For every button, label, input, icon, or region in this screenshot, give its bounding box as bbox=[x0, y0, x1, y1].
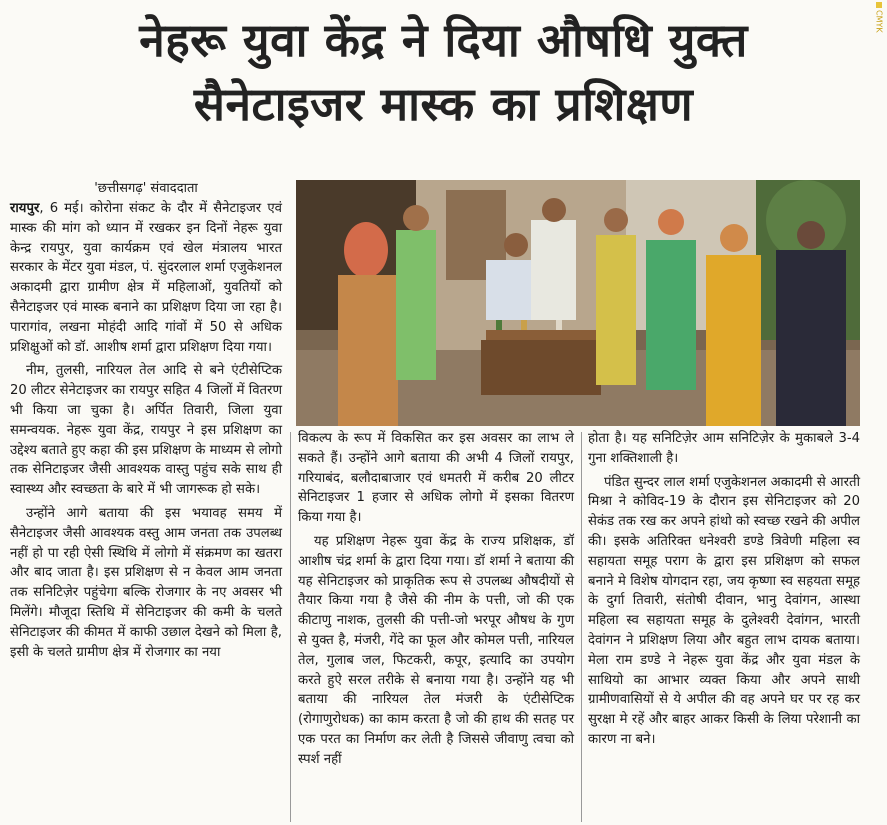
paragraph: विकल्प के रूप में विकसित कर इस अवसर का लाभ ले सकते हैं। उन्होंने आगे बताया की अभी 4 जिलों रायपुर, गरियाबंद, बलौदाबाजार एवं धमतरी में करीब 20 लीटर सेनिटाइजर 1 हजार से अधिक लोगो में इसका वितरण किया गया है। bbox=[298, 431, 574, 526]
news-photo bbox=[296, 180, 860, 426]
photo-illustration bbox=[296, 180, 860, 426]
lead-paragraph bbox=[10, 199, 282, 357]
lead-paragraph-text: , 6 मई। कोरोना संकट के दौर में सैनेटाइजर एवं मास्क की मांग को ध्यान में रखकर इन दिनों नेहरू युवा केन्द्र रायपुर, युवा कार्यक्रम एवं खेल मंत्रालय भारत सरकार के मेंटर युवा मंडल, पं. सुंदरलाल शर्मा एजुकेशनल अकादमी द्वारा ग्रामीण क्षेत्र में महिलाओं, युवतियों को सैनेटाइजर एवं मास्क बनाने का प्रशिक्षण दिया जा रहा है। पारागांव, लखना मोहंदी आदि गांवों में 50 से अधिक प्रशिक्षुओं को डॉ. आशीष शर्मा द्वारा प्रशिक्षण दिया गया। bbox=[10, 201, 282, 355]
paragraph: उन्होंने आगे बताया की इस भयावह समय में सैनेटाइजर जैसी आवश्यक वस्तु आम जनता तक उपलब्ध नहीं हो पा रही ऐसी स्थिथि में लोगो में संक्रमण का खतरा और बाद जाता है। इस प्रशिक्षण से न केवल आम जनता तक सनिटिज़ेर पहुंचेगा बल्कि रोजगार के नए अवसर भी मिलेंगे। मौजूदा स्तिथि में सेनिटाइजर की कमी के चलते सेनिटाइजर की कीमत में काफी उछाल देखने को मिला है, इसी के चलते ग्रामीण क्षेत्र में रोजगार का नया bbox=[10, 505, 282, 660]
cmyk-label: CMYK bbox=[874, 10, 884, 33]
article-column-1 bbox=[10, 180, 282, 666]
paragraph: नीम, तुलसी, नारियल तेल आदि से बने एंटीसेप्टिक 20 लीटर सेनेटाइजर का रायपुर सहित 4 जिलों में वितरण भी किया जा चुका है। अर्पित तिवारी, जिला युवा समन्वयक. नेहरू युवा केंद्र, रायपुर ने इस प्रशिक्षण का उद्देश्य बताते हुए कहा की इस प्रशिक्षण के माध्यम से लोगो तक सेनिटाइजर जैसी आवश्यक वास्तु पहुंच सके साथ ही स्वास्थ्य और स्वच्छता के बारे में भी जागरूक हो सके। bbox=[10, 363, 282, 498]
headline bbox=[0, 8, 887, 136]
dateline-place: रायपुर bbox=[10, 201, 40, 216]
headline-line-2: सैनेटाइजर मास्क का प्रशिक्षण bbox=[193, 77, 694, 131]
paragraph: यह प्रशिक्षण नेहरू युवा केंद्र के राज्य प्रशिक्षक, डॉ आशीष चंद्र शर्मा के द्वारा दिया गया। डॉ शर्मा ने बताया की यह सेनिटाइजर को प्राकृतिक रूप से उपलब्ध औषदीयों से तैयार किया गया है जैसे की नीम के पत्ती, जो की एक कीटाणु नाशक, तुलसी की पत्ती-जो भरपूर औषध के गुण से युक्त है, मंजरी, गेंदे का फूल और कोमल पत्ती, नारियल तेल, गुलाब जल, फिटकरी, कपूर, इत्यादि का उपयोग करते हुऐ सरल तरीके से बनाया गया है। उन्होंने यह भी बताया की नारियल तेल मंजरी के एंटीसेप्टिक (रोगाणुरोधक) का काम करता है जो की हाथ की सतह पर एक परत का निर्माण कर लेती है जिससे जीवाणु त्वचा को स्पर्श नहीं bbox=[298, 533, 574, 767]
paragraph: होता है। यह सनिटिज़ेर आम सनिटिज़ेर के मुकाबले 3-4 गुना शक्तिशाली है। bbox=[588, 431, 860, 466]
article-column-2 bbox=[298, 429, 574, 774]
column-divider bbox=[290, 432, 291, 822]
paragraph: पंडित सुन्दर लाल शर्मा एजुकेशनल अकादमी से आरती मिश्रा ने कोविद-19 के दौरान इस सेनिटाइजर को 20 सेकंड तक रख कर अपने हांथो को स्वच्छ रखने की अपील की। इसके अतिरिक्त धनेश्वरी डण्डे त्रिवेणी महिला स्व सहायता समूह पराग के द्वारा इस प्रशिक्षण को सफल बनाने मे विशेष योगदान रहा, जय कृष्णा स्व सहयता समूह के दुर्गा तिवारी, संतोषी दीवान, भानु देवांगन, आस्था महिला स्व सहायता समूह के दुलेश्वरी देवांगन, भारती देवांगन ने प्रशिक्षण लिया और बहुत लाभ दायक बताया। मेला राम डण्डे ने नेहरू युवा केंद्र और युवा मंडल के साथियो का आभार व्यक्त किया और अपने साथी ग्रामीणवासियों से ये अपील की वह अपने घर पर रह कर सुरक्षा मे रहें और बाहर आकर किसी के लिया परेशानी का कारण ना बने। bbox=[588, 474, 860, 747]
article-column-3 bbox=[588, 429, 860, 754]
column-divider bbox=[581, 432, 582, 822]
headline-line-1: नेहरू युवा केंद्र ने दिया औषधि युक्त bbox=[139, 13, 748, 67]
byline: 'छत्तीसगढ़' संवाददाता bbox=[94, 181, 198, 196]
